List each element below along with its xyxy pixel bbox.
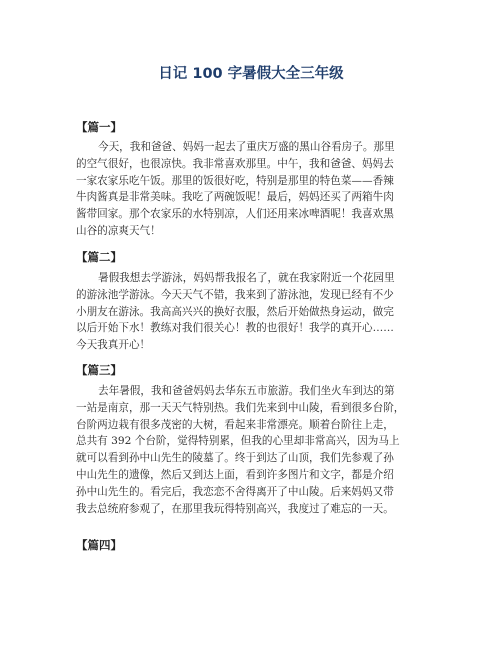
section-heading-2: 【篇二】 xyxy=(76,250,122,264)
text-line: 一家农家乐吃午饭。那里的饭很好吃，特别是那里的特色菜——香辣 xyxy=(76,174,394,187)
section-heading-1: 【篇一】 xyxy=(76,120,122,134)
text-line: 今天，我和爸爸、妈妈一起去了重庆万盛的黑山谷看房子。那里 xyxy=(98,141,395,153)
text-line: 去年暑假，我和爸爸妈妈去华东五市旅游。我们坐火车到达的第 xyxy=(98,385,395,397)
text-line: 暑假我想去学游泳，妈妈帮我报名了，就在我家附近一个花园里 xyxy=(98,272,395,284)
section-body-3 xyxy=(76,383,436,517)
text-line: 以后开始下水！教练对我们很关心！教的也很好！我学的真开心…… xyxy=(76,322,394,335)
section-heading-4: 【篇四】 xyxy=(76,538,122,552)
text-line: 台阶两边栽有很多茂密的大树，看起来非常漂亮。顺着台阶往上走， xyxy=(76,418,394,431)
section-heading-3: 【篇三】 xyxy=(76,363,122,377)
text-line: 的游泳池学游泳。今天天气不错，我来到了游泳池，发现已经有不少 xyxy=(76,288,394,301)
text-line: 就可以看到孙中山先生的陵墓了。终于到达了山顶，我们先参观了孙 xyxy=(76,452,394,465)
text-line: 一站是南京，那一天天气特别热。我们先来到中山陵，看到很多台阶， xyxy=(76,401,405,414)
text-line: 今天我真开心！ xyxy=(76,339,151,352)
section-body-2 xyxy=(76,270,436,354)
text-line: 山谷的凉爽天气！ xyxy=(76,224,161,237)
section-body-1 xyxy=(76,139,436,240)
text-line: 中山先生的遗像，然后又到达上面，看到许多图片和文字，都是介绍 xyxy=(76,468,394,481)
document-title: 日记 100 字暑假大全三年级 xyxy=(158,66,344,82)
text-line: 总共有 392 个台阶，觉得特别累，但我的心里却非常高兴，因为马上 xyxy=(76,435,400,448)
text-line: 牛肉酱真是非常美味。我吃了两碗饭呢！最后，妈妈还买了两箱牛肉 xyxy=(76,191,394,204)
text-line: 酱带回家。那个农家乐的水特别凉，人们还用来冰啤酒呢！我喜欢黑 xyxy=(76,208,394,221)
text-line: 我去总统府参观了，在那里我玩得特别高兴，我度过了难忘的一天。 xyxy=(76,502,394,515)
text-line: 小朋友在游泳。我高高兴兴的换好衣服，然后开始做热身运动，做完 xyxy=(76,305,394,318)
text-line: 的空气很好，也很凉快。我非常喜欢那里。中午，我和爸爸、妈妈去 xyxy=(76,157,394,170)
text-line: 孙中山先生的。看完后，我恋恋不舍得离开了中山陵。后来妈妈又带 xyxy=(76,485,394,498)
